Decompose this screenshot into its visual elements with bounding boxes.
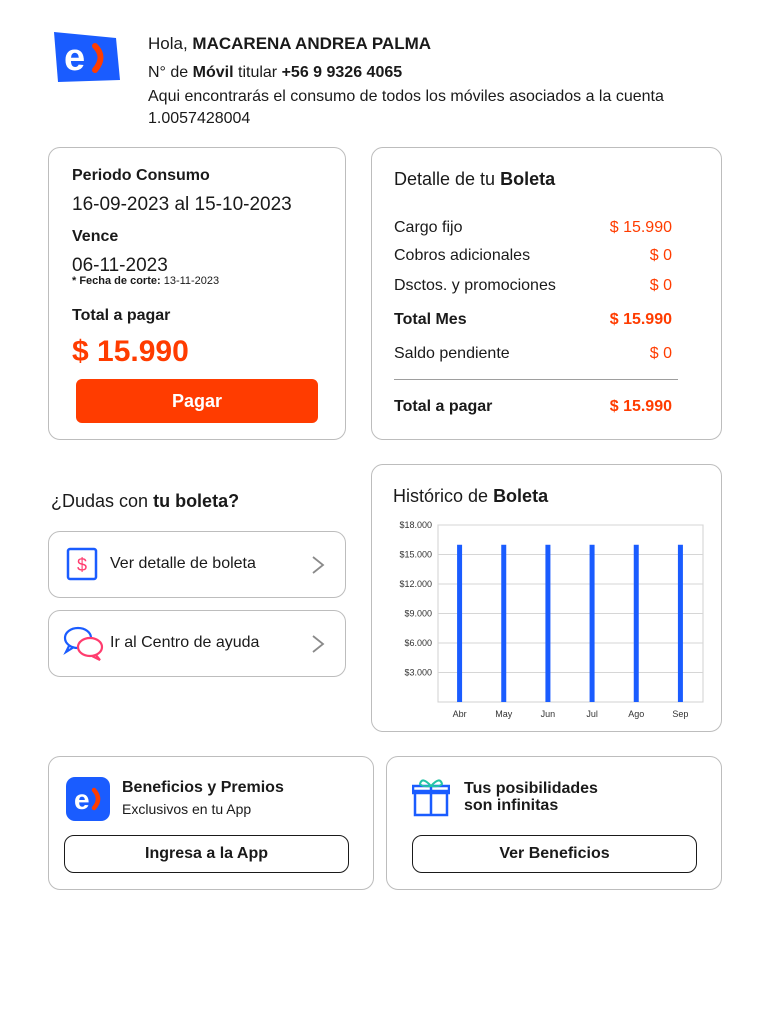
history-title-prefix: Histórico de [393,486,489,506]
entel-app-icon [66,777,110,826]
possibilities-title-line1: Tus posibilidades [464,780,598,797]
detail-row-total-mes [394,311,672,329]
detail-row-value: $ 0 [649,277,672,294]
chart-bar [545,545,550,702]
chart-x-tick-label: Jul [586,709,598,719]
chart-x-tick-label: Abr [452,709,467,719]
chart-x-tick-label: Ago [628,709,645,719]
entel-logo [50,28,122,84]
phone-type: Móvil [192,64,234,81]
bill-detail-card [371,147,722,440]
chart-bar [590,545,595,702]
detail-row-label: Dsctos. y promociones [394,277,556,294]
svg-text:$: $ [76,555,88,575]
chart-y-tick-label: $3.000 [404,667,432,678]
detail-total-value: $ 15.990 [609,398,672,415]
total-label: Total a pagar [72,307,171,324]
pay-button[interactable]: Pagar [76,379,318,423]
chart-x-tick-label: May [495,709,513,719]
detail-row-value: $ 0 [649,247,672,264]
chart-y-tick-label: $18.000 [399,520,432,530]
detail-title-bold: Boleta [500,169,556,189]
phone-line-prefix: N° de [148,64,189,81]
open-app-button[interactable]: Ingresa a la App [64,835,349,873]
chart-x-tick-label: Sep [672,709,689,719]
detail-row-value: $ 15.990 [609,311,672,328]
view-bill-detail-label: Ver detalle de boleta [110,555,256,572]
detail-row-saldo [394,345,672,363]
history-title-bold: Boleta [493,486,549,506]
consumption-card [48,147,346,440]
chevron-right-icon [311,555,325,580]
customer-name: MACARENA ANDREA PALMA [192,34,432,53]
gift-icon [412,777,450,822]
chevron-right-icon [311,634,325,659]
detail-divider [394,379,678,380]
view-benefits-button[interactable]: Ver Beneficios [412,835,697,873]
help-title [51,491,239,512]
history-bar-chart [372,465,720,730]
benefits-subtitle: Exclusivos en tu App [122,801,252,817]
chart-y-tick-label: $12.000 [399,579,432,589]
detail-row-value: $ 15.990 [609,219,672,236]
chart-bar [457,545,462,702]
chart-bar [678,545,683,702]
chart-y-tick-label: $9.000 [404,608,432,619]
benefits-title: Beneficios y Premios [122,779,284,796]
history-card [371,464,722,732]
chart-bar [501,545,506,702]
chart-x-tick-label: Jun [540,709,556,719]
detail-row-descuentos [394,277,672,295]
detail-title-prefix: Detalle de tu [394,169,496,189]
help-title-bold: tu boleta? [153,491,240,511]
detail-row-label: Cargo fijo [394,219,463,236]
cutoff-value: 13-11-2023 [163,275,220,287]
due-value: 06-11-2023 [72,255,168,276]
detail-total-label: Total a pagar [394,398,493,415]
due-label: Vence [72,228,119,245]
possibilities-title-line2: son infinitas [464,797,559,814]
phone-line-suffix: titular [238,64,278,81]
receipt-icon [66,547,98,586]
help-title-prefix: ¿Dudas con [51,491,149,511]
detail-title [394,169,555,190]
detail-row-cobros [394,247,672,265]
detail-row-label: Cobros adicionales [394,247,531,264]
chat-bubbles-icon [63,625,105,668]
cutoff-date [72,275,219,287]
phone-number: +56 9 9326 4065 [281,64,403,81]
chart-bar [634,545,639,702]
benefits-card [48,756,374,890]
view-bill-detail-link[interactable] [48,531,346,598]
period-value: 16-09-2023 al 15-10-2023 [72,194,292,215]
possibilities-card [386,756,722,890]
help-center-link[interactable] [48,610,346,677]
greeting [148,34,431,54]
detail-row-label: Saldo pendiente [394,345,510,362]
phone-line [148,64,402,82]
detail-row-total-pagar [394,398,672,416]
svg-text:e: e [64,37,86,79]
total-amount: $ 15.990 [72,335,189,368]
greeting-prefix: Hola, [148,34,188,53]
chart-y-tick-label: $15.000 [399,549,432,560]
help-center-label: Ir al Centro de ayuda [110,634,260,651]
svg-text:e: e [74,784,90,815]
possibilities-title [464,780,598,814]
detail-row-cargo-fijo [394,219,672,237]
cutoff-label: * Fecha de corte: [72,275,161,287]
account-description: Aqui encontrarás el consumo de todos los móviles asociados a la cuenta 1.0057428004 [148,88,664,127]
period-label: Periodo Consumo [72,167,210,184]
detail-row-value: $ 0 [649,345,672,362]
detail-row-label: Total Mes [394,311,467,328]
chart-y-tick-label: $6.000 [404,638,432,648]
